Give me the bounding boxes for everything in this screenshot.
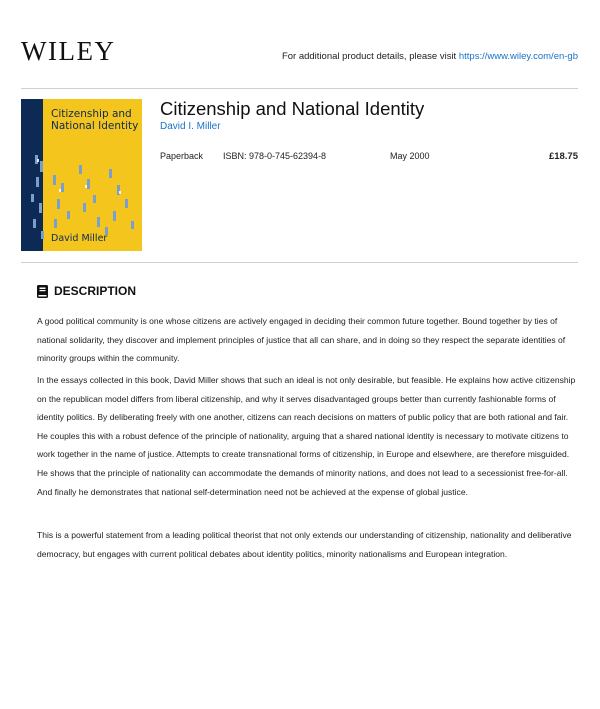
description-heading-label: DESCRIPTION <box>54 284 137 298</box>
book-title: Citizenship and National Identity <box>160 98 425 119</box>
wiley-link[interactable]: https://www.wiley.com/en-gb <box>458 51 578 62</box>
book-price: £18.75 <box>548 151 578 162</box>
wiley-logo[interactable]: WILEY <box>21 36 116 66</box>
book-format: Paperback <box>160 151 204 161</box>
book-icon <box>37 285 48 298</box>
description-heading <box>37 284 136 298</box>
product-details-note <box>282 51 578 62</box>
description-paragraph: A good political community is one whose citizens are actively engaged in deciding their common future together. Bound together by ties of national solidarity, they discover and implement principles of justice that all can share, and in doing so they respect the separate identities of minority groups within the community. <box>37 316 566 364</box>
book-cover <box>21 99 142 251</box>
product-details-text: For additional product details, please visit <box>281 51 459 62</box>
product-divider <box>21 262 578 263</box>
cover-author: David Miller <box>51 233 108 244</box>
header-divider <box>21 88 578 89</box>
cover-title: Citizenship and National Identity <box>51 108 139 132</box>
description-paragraph: This is a powerful statement from a leading political theorist that not only extends our understanding of citizenship, nationality and deliberative democracy, but engages with current political debates about identity politics, minority nationalisms and European integration. <box>37 530 572 559</box>
description-paragraph: In the essays collected in this book, David Miller shows that such an ideal is not only desirable, but feasible. He explains how active citizenship on the republican model differs from liberal citizenship, and why it serves disadvantaged groups better than currently fashionable forms of identity politics. By deliberating freely with one another, citizens can reach decisions on matters of public policy that are both rational and fair. He couples this with a robust defence of the principle of nationality, arguing that a shared national identity is necessary to motivate citizens to work together in the name of justice. Attempts to create transnational forms of citizenship, in Europe and elsewhere, are therefore misguided. He shows that the principle of nationality can accommodate the demands of minority nations, and does not lead to a secessionist free-for-all. And finally he demonstrates that national self-determination need not be achieved at the expense of global justice. <box>37 375 576 497</box>
book-isbn: ISBN: 978-0-745-62394-8 <box>223 151 327 161</box>
book-author-link[interactable]: David I. Miller <box>160 121 221 132</box>
book-date: May 2000 <box>390 151 430 161</box>
